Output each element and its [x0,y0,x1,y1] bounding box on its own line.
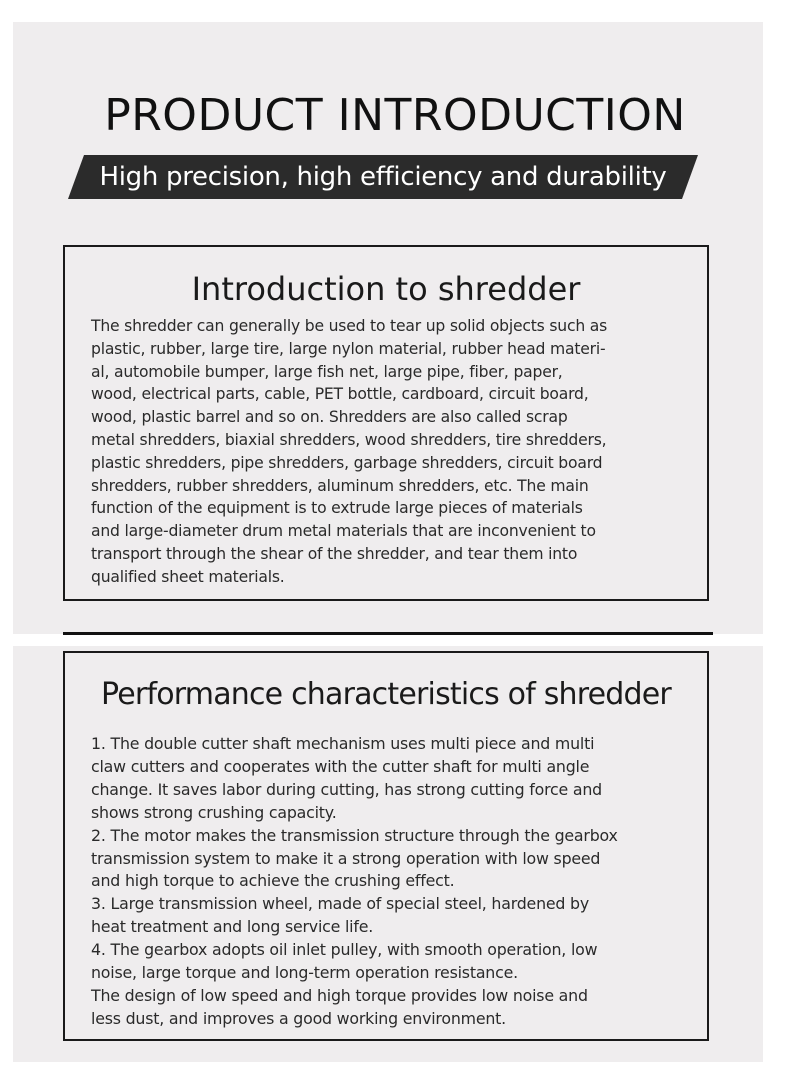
performance-title: Performance characteristics of shredder [101,677,671,712]
performance-line: heat treatment and long service life. [91,917,374,937]
performance-line: transmission system to make it a strong operation with low speed [91,848,601,868]
intro-line: The shredder can generally be used to tear up solid objects such as [91,317,608,335]
intro-line: wood, electrical parts, cable, PET bottle, cardboard, circuit board, [91,385,589,404]
section-divider [63,632,713,635]
performance-line: noise, large torque and long-term operation resistance. [91,963,518,983]
intro-line: al, automobile bumper, large fish net, large pipe, fiber, paper, [91,362,563,381]
intro-line: wood, plastic barrel and so on. Shredders are also called scrap [91,408,568,427]
performance-line: and high torque to achieve the crushing effect. [91,871,455,891]
intro-line: transport through the shear of the shredder, and tear them into [91,544,578,563]
performance-line: 3. Large transmission wheel, made of special steel, hardened by [91,894,590,914]
performance-line: 1. The double cutter shaft mechanism uses multi piece and multi [91,734,595,753]
performance-line: shows strong crushing capacity. [91,802,337,822]
intro-line: function of the equipment is to extrude large pieces of materials [91,499,583,518]
performance-line: The design of low speed and high torque provides low noise and [91,985,588,1005]
performance-line: less dust, and improves a good working environment. [91,1008,506,1028]
intro-line: and large-diameter drum metal materials that are inconvenient to [91,522,596,541]
intro-line: qualified sheet materials. [91,567,285,586]
intro-line: shredders, rubber shredders, aluminum shredders, etc. The main [91,476,589,495]
performance-section [63,651,709,1041]
intro-section [63,245,709,601]
intro-body [65,309,707,589]
page-title: PRODUCT INTRODUCTION [104,90,686,141]
performance-line: claw cutters and cooperates with the cutter shaft for multi angle [91,756,590,776]
subtitle-text: High precision, high efficiency and durability [99,162,667,192]
intro-line: metal shredders, biaxial shredders, wood shredders, tire shredders, [91,430,607,449]
intro-line: plastic shredders, pipe shredders, garbage shredders, circuit board [91,453,603,472]
intro-title: Introduction to shredder [191,270,581,308]
performance-line: 2. The motor makes the transmission structure through the gearbox [91,825,618,845]
performance-line: change. It saves labor during cutting, has strong cutting force and [91,779,602,799]
intro-line: plastic, rubber, large tire, large nylon material, rubber head materi- [91,339,606,358]
performance-line: 4. The gearbox adopts oil inlet pulley, with smooth operation, low [91,940,598,960]
performance-body [65,715,707,1031]
